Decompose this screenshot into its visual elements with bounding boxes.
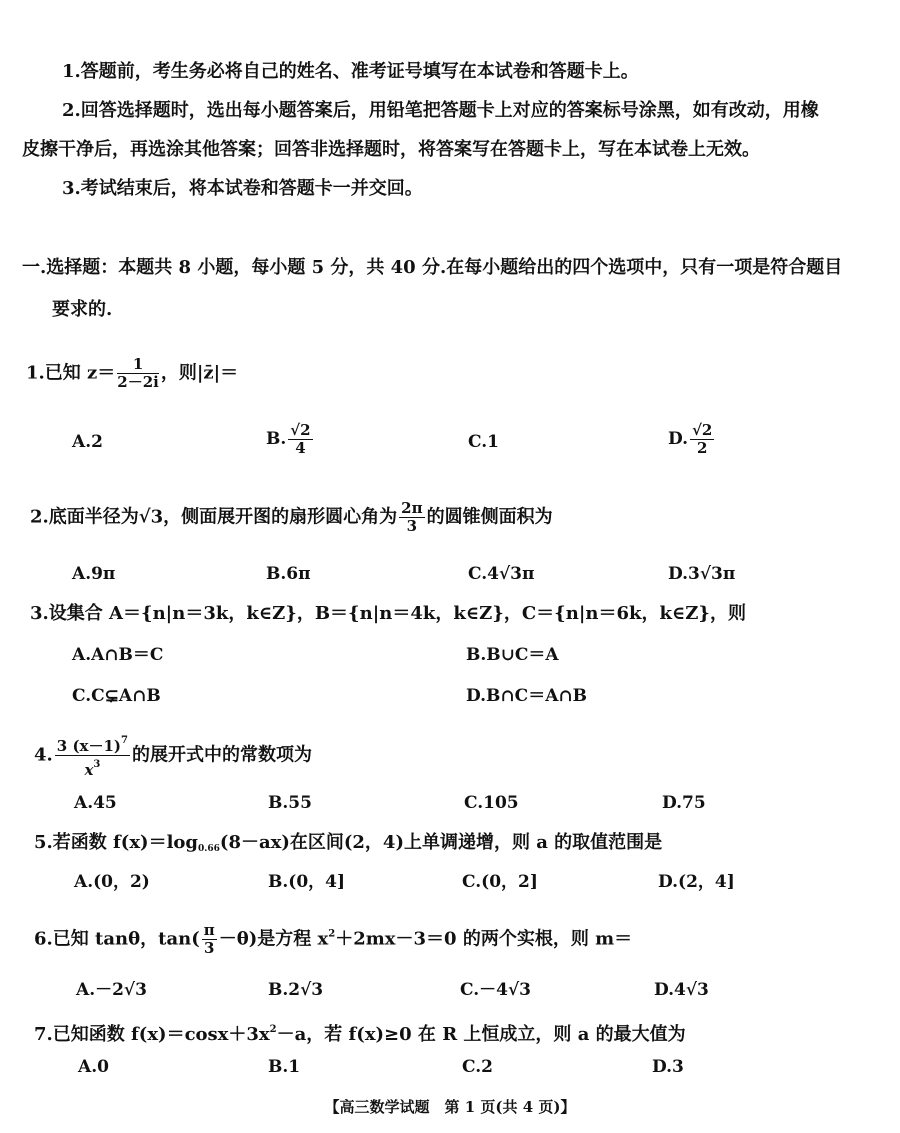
q1-option-a[interactable]: A.2 bbox=[72, 432, 103, 452]
q7-option-d[interactable]: D.3 bbox=[652, 1057, 684, 1077]
q2-option-c[interactable]: C.4√3π bbox=[468, 564, 535, 584]
q3-option-d[interactable]: D.B∩C＝A∩B bbox=[466, 686, 588, 706]
instruction-1: 1.答题前，考生务必将自己的姓名、准考证号填写在本试卷和答题卡上。 bbox=[62, 61, 639, 82]
question-5: 5.若函数 $f(x)=\log_{0.66}(8-ax)$在区间(2，4)上单调递增，则 a 的取值范围是 bbox=[34, 832, 663, 854]
q6-option-d[interactable]: D.4√3 bbox=[654, 980, 709, 1000]
question-2: 2.底面半径为√3，侧面展开图的扇形圆心角为 $\frac{2\pi}{3}$ 的圆锥侧面积为 bbox=[30, 499, 553, 535]
q5-option-d[interactable]: D.(2，4] bbox=[658, 872, 735, 892]
q6-option-a[interactable]: A.－2√3 bbox=[76, 980, 147, 1000]
instruction-2: 2.回答选择题时，选出每小题答案后，用铅笔把答题卡上对应的答案标号涂黑，如有改动，用橡 bbox=[62, 100, 819, 121]
section-heading: 一.选择题：本题共 8 小题，每小题 5 分，共 40 分.在每小题给出的四个选项中，只有一项是符合题目 bbox=[22, 257, 843, 278]
q5-option-a[interactable]: A.(0，2) bbox=[74, 872, 150, 892]
q4-option-d[interactable]: D.75 bbox=[662, 793, 706, 813]
q4-option-c[interactable]: C.105 bbox=[464, 793, 519, 813]
q3-option-a[interactable]: A.A∩B＝C bbox=[72, 645, 164, 665]
instruction-3: 3.考试结束后，将本试卷和答题卡一并交回。 bbox=[62, 178, 423, 199]
question-7: 7.已知函数 $f(x)=\cos x+3x^2-a$，若 f(x)≥0 在 R 上恒成立，则 a 的最大值为 bbox=[34, 1024, 686, 1045]
q1-option-b[interactable]: B. $\frac{√2}{4}$ bbox=[266, 421, 311, 457]
q7-option-b[interactable]: B.1 bbox=[268, 1057, 301, 1077]
question-6: 6.已知 tanθ，tan( $\frac{\pi}{3}$ －θ)是方程 $x^2+2mx-3=0$ 的两个实根，则 m＝ bbox=[34, 921, 633, 957]
q6-option-c[interactable]: C.－4√3 bbox=[460, 980, 531, 1000]
q4-option-a[interactable]: A.45 bbox=[74, 793, 117, 813]
q7-option-c[interactable]: C.2 bbox=[462, 1057, 493, 1077]
q2-option-a[interactable]: A.9π bbox=[72, 564, 116, 584]
q2-option-d[interactable]: D.3√3π bbox=[668, 564, 736, 584]
q7-option-a[interactable]: A.0 bbox=[78, 1057, 109, 1077]
question-1: 1.已知 z＝ $\frac{1}{2-2i}$ ，则|z̄|＝ bbox=[26, 355, 239, 391]
section-heading-cont: 要求的. bbox=[52, 299, 113, 320]
q3-option-c[interactable]: C.C⊊A∩B bbox=[72, 686, 161, 706]
question-4: 4. $\frac{3 (x-1)^7}{x^3}$ 的展开式中的常数项为 bbox=[34, 732, 312, 779]
instruction-2-cont: 皮擦干净后，再选涂其他答案；回答非选择题时，将答案写在答题卡上，写在本试卷上无效。 bbox=[22, 139, 760, 160]
q5-option-b[interactable]: B.(0，4] bbox=[268, 872, 346, 892]
q3-option-b[interactable]: B.B∪C＝A bbox=[466, 645, 559, 665]
q6-option-b[interactable]: B.2√3 bbox=[268, 980, 324, 1000]
question-3: 3.设集合 A＝{n|n＝3k，k∈Z}，B＝{n|n＝4k，k∈Z}，C＝{n|n＝6k，k∈Z}，则 bbox=[30, 603, 746, 624]
q2-option-b[interactable]: B.6π bbox=[266, 564, 311, 584]
q4-option-b[interactable]: B.55 bbox=[268, 793, 312, 813]
q5-option-c[interactable]: C.(0，2] bbox=[462, 872, 538, 892]
q1-option-d[interactable]: D. $\frac{√2}{2}$ bbox=[668, 421, 713, 457]
page-footer: 【高三数学试题 第 1 页(共 4 页)】 bbox=[324, 1098, 576, 1116]
fraction: $\frac{1}{2-2i}$ bbox=[117, 355, 159, 391]
q1-option-c[interactable]: C.1 bbox=[468, 432, 499, 452]
